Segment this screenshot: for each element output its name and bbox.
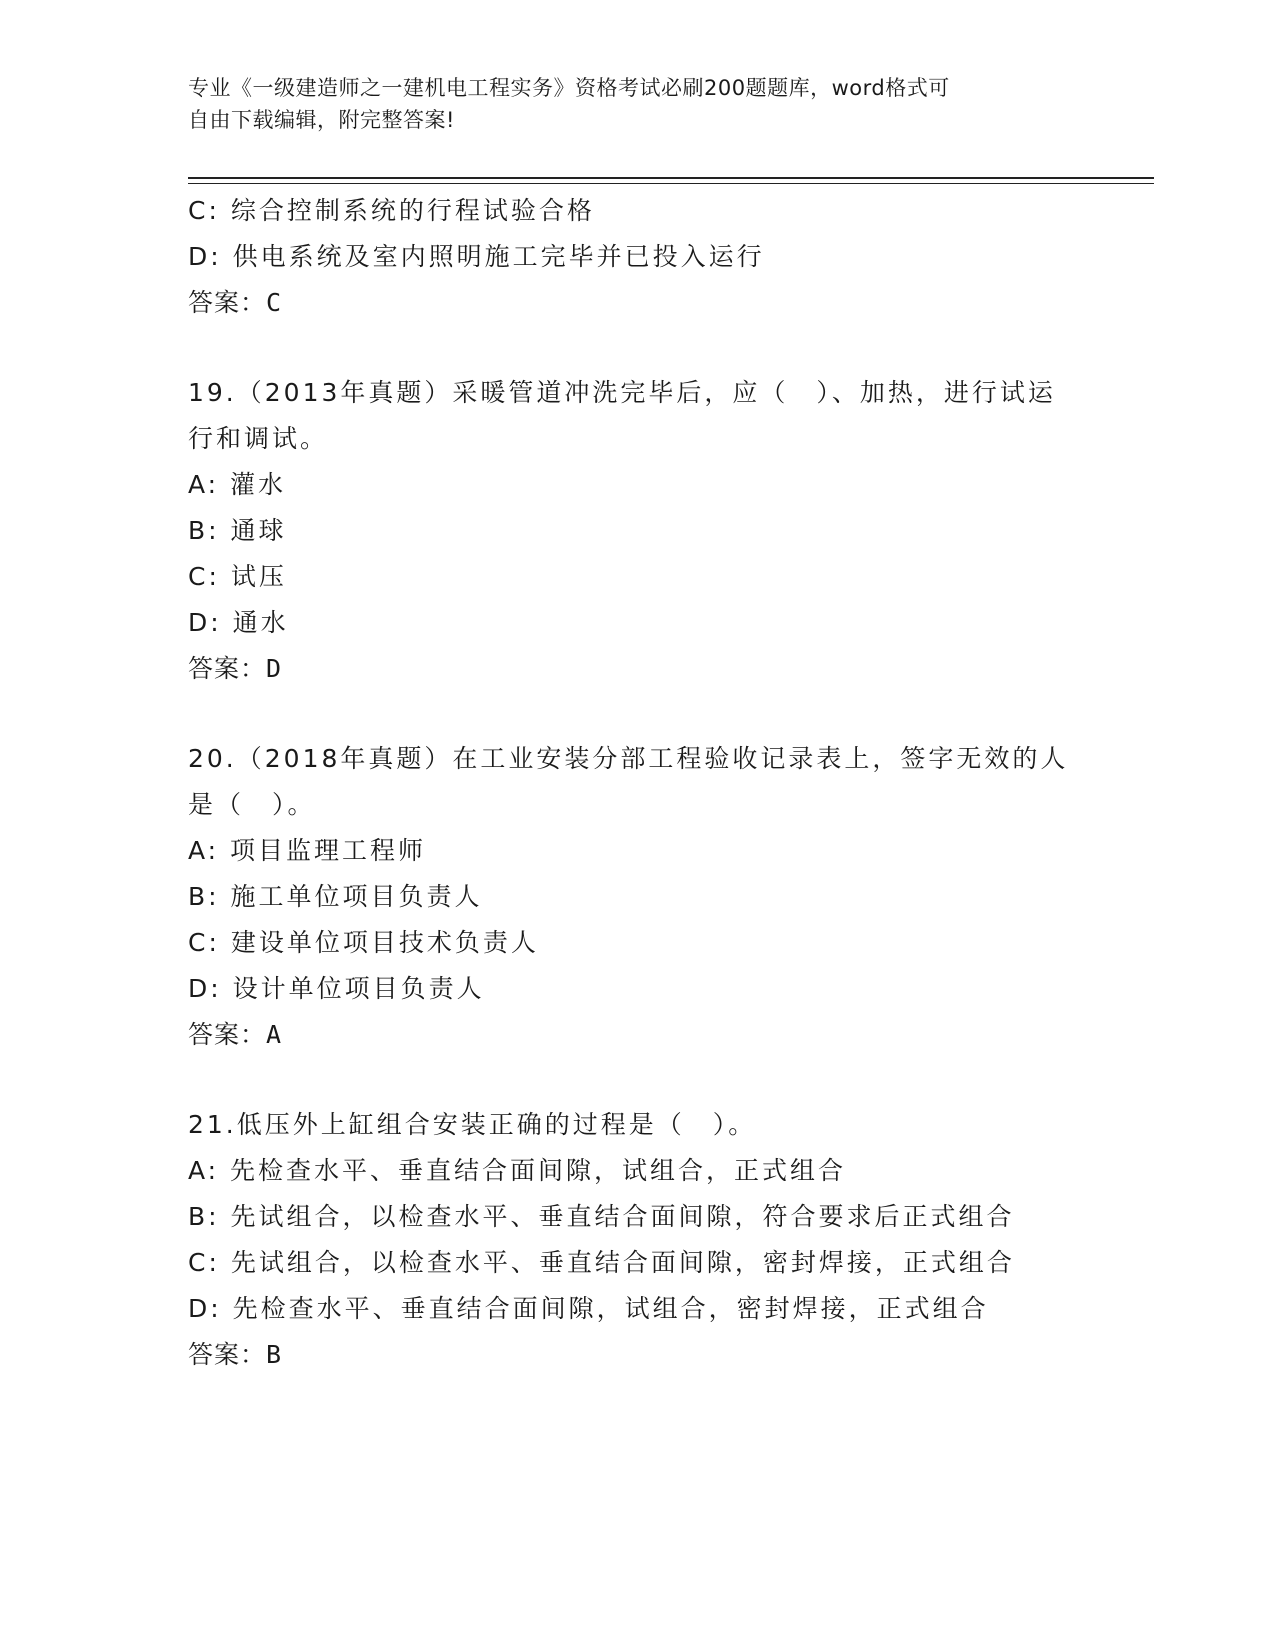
answer: 答案：B — [188, 1340, 283, 1369]
question-list — [188, 188, 1118, 1378]
option-d: D: 通水 — [188, 608, 289, 637]
answer: 答案：C — [188, 288, 283, 317]
option-a: A: 先检查水平、垂直结合面间隙，试组合，正式组合 — [188, 1156, 847, 1185]
question-18-tail — [188, 188, 1118, 326]
option-c: C: 先试组合，以检查水平、垂直结合面间隙，密封焊接，正式组合 — [188, 1248, 1015, 1277]
question-text-line-1: 19.（2013年真题）采暖管道冲洗完毕后，应（ ）、加热，进行试运 — [188, 378, 1056, 407]
option-a: A: 灌水 — [188, 470, 287, 499]
spacer — [188, 1058, 1118, 1102]
spacer — [188, 326, 1118, 370]
option-d: D: 先检查水平、垂直结合面间隙，试组合，密封焊接，正式组合 — [188, 1294, 989, 1323]
option-d: D: 设计单位项目负责人 — [188, 974, 485, 1003]
question-20 — [188, 736, 1118, 1058]
option-b: B: 先试组合，以检查水平、垂直结合面间隙，符合要求后正式组合 — [188, 1202, 1015, 1231]
answer: 答案：D — [188, 654, 283, 683]
header-line-1: 专业《一级建造师之一建机电工程实务》资格考试必刷200题题库，word格式可 — [188, 76, 950, 100]
header-line-2: 自由下载编辑，附完整答案! — [188, 108, 455, 132]
option-d: D: 供电系统及室内照明施工完毕并已投入运行 — [188, 242, 765, 271]
question-21 — [188, 1102, 1118, 1378]
question-text-line-2: 行和调试。 — [188, 424, 329, 453]
option-a: A: 项目监理工程师 — [188, 836, 427, 865]
option-c: C: 综合控制系统的行程试验合格 — [188, 196, 595, 225]
header-divider-thick — [188, 177, 1154, 179]
answer: 答案：A — [188, 1020, 283, 1049]
option-c: C: 试压 — [188, 562, 287, 591]
question-text-line-2: 是（ ）。 — [188, 790, 316, 819]
document-header — [188, 72, 1088, 136]
header-divider-thin — [188, 183, 1154, 184]
option-c: C: 建设单位项目技术负责人 — [188, 928, 539, 957]
option-b: B: 施工单位项目负责人 — [188, 882, 483, 911]
question-text-line-1: 20.（2018年真题）在工业安装分部工程验收记录表上，签字无效的人 — [188, 744, 1069, 773]
spacer — [188, 692, 1118, 736]
option-b: B: 通球 — [188, 516, 287, 545]
question-text-line-1: 21.低压外上缸组合安装正确的过程是（ ）。 — [188, 1110, 757, 1139]
question-19 — [188, 370, 1118, 692]
